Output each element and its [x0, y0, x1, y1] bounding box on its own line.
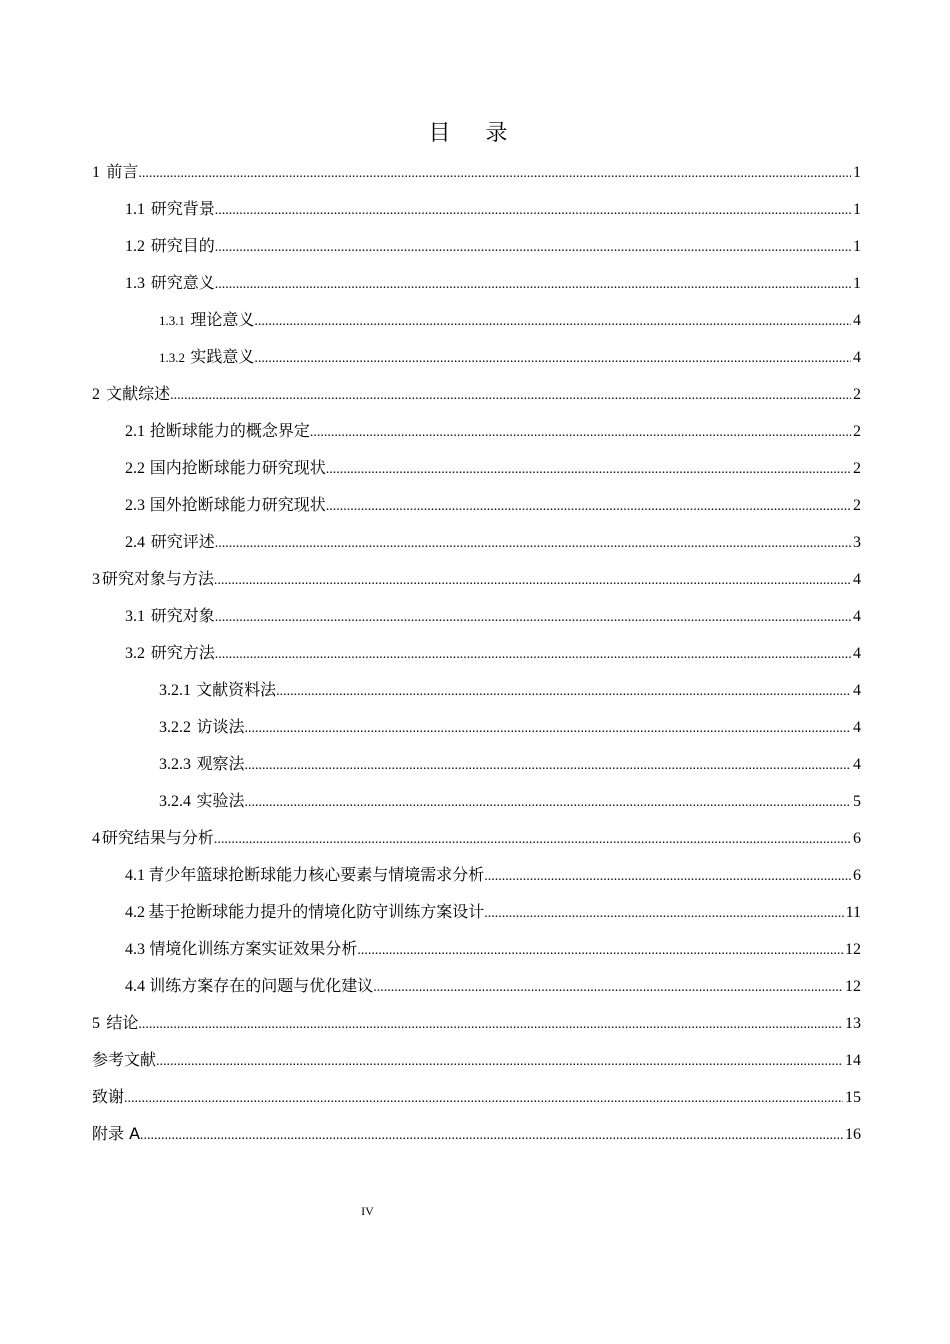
toc-entry-number: 5 [92, 1015, 100, 1032]
table-of-contents [92, 153, 861, 1152]
toc-dot-leader [215, 190, 851, 227]
toc-entry-number: 4.2 [125, 904, 145, 921]
toc-entry-page: 4 [853, 349, 861, 366]
toc-entry-label: 致谢 [92, 1087, 125, 1106]
toc-dot-leader [124, 1078, 843, 1115]
toc-entry-number: 4.3 [125, 941, 145, 958]
toc-dot-leader [214, 560, 851, 597]
toc-dot-leader [276, 671, 851, 708]
toc-dot-leader [357, 930, 843, 967]
toc-entry[interactable] [92, 634, 861, 671]
toc-entry-page: 12 [845, 941, 861, 958]
toc-entry-label: 抢断球能力的概念界定 [149, 421, 310, 440]
toc-entry-page: 1 [853, 164, 861, 181]
toc-entry-page: 4 [853, 719, 861, 736]
toc-entry-label: 研究评述 [150, 532, 215, 551]
toc-entry-number: 2 [92, 386, 100, 403]
toc-entry-label: 训练方案存在的问题与优化建议 [149, 976, 374, 995]
toc-entry-label: 研究对象 [150, 606, 215, 625]
toc-entry-page: 12 [845, 978, 861, 995]
toc-entry-label: 研究目的 [150, 236, 215, 255]
toc-dot-leader [254, 338, 851, 375]
toc-entry-number: 4 [92, 830, 100, 847]
toc-entry-page: 1 [853, 201, 861, 218]
toc-entry-page: 2 [853, 460, 861, 477]
toc-entry-number: 2.3 [125, 497, 145, 514]
toc-entry[interactable] [92, 745, 861, 782]
toc-entry[interactable] [92, 301, 861, 338]
toc-dot-leader [484, 893, 843, 930]
toc-entry[interactable] [92, 671, 861, 708]
toc-entry-label: 研究方法 [150, 643, 215, 662]
toc-entry-number: 1.3.2 [159, 350, 185, 365]
toc-dot-leader [215, 264, 851, 301]
toc-entry-number: 2.2 [125, 460, 145, 477]
toc-entry-label: 访谈法 [196, 717, 245, 736]
toc-entry-number: 3.2.3 [159, 756, 191, 773]
toc-entry[interactable] [92, 1115, 861, 1152]
toc-dot-leader [170, 375, 851, 412]
toc-entry-number: 1.3.1 [159, 313, 185, 328]
toc-entry-label: 实验法 [196, 791, 245, 810]
toc-entry-page: 6 [853, 867, 861, 884]
toc-entry-number: 1 [92, 164, 100, 181]
toc-entry-number: 2.1 [125, 423, 145, 440]
toc-entry[interactable] [92, 1041, 861, 1078]
toc-entry-page: 1 [853, 275, 861, 292]
toc-entry-label: 实践意义 [190, 347, 255, 366]
toc-entry-page: 2 [853, 386, 861, 403]
toc-entry[interactable] [92, 1078, 861, 1115]
toc-entry-number: 3.2.4 [159, 793, 191, 810]
toc-dot-leader [156, 1041, 843, 1078]
toc-dot-leader [310, 412, 851, 449]
toc-entry[interactable] [92, 449, 861, 486]
toc-dot-leader [254, 301, 851, 338]
toc-entry[interactable] [92, 486, 861, 523]
toc-entry-number: 2.4 [125, 534, 145, 551]
toc-entry[interactable] [92, 967, 861, 1004]
toc-entry-page: 13 [845, 1015, 861, 1032]
toc-entry-label: 参考文献 [92, 1050, 157, 1069]
toc-entry-number: 3.2 [125, 645, 145, 662]
toc-dot-leader [215, 597, 851, 634]
toc-entry-label: 文献综述 [106, 384, 171, 403]
toc-entry-number: 3.2.1 [159, 682, 191, 699]
toc-dot-leader [214, 819, 851, 856]
toc-entry[interactable] [92, 190, 861, 227]
toc-entry[interactable] [92, 375, 861, 412]
toc-entry[interactable] [92, 227, 861, 264]
toc-entry-label: 研究对象与方法 [101, 569, 214, 588]
toc-entry[interactable] [92, 782, 861, 819]
toc-entry-page: 14 [845, 1052, 861, 1069]
toc-entry-label: 附录 A [92, 1124, 141, 1143]
toc-entry-page: 2 [853, 497, 861, 514]
toc-entry-label: 结论 [106, 1013, 139, 1032]
toc-dot-leader [138, 153, 851, 190]
toc-entry[interactable] [92, 523, 861, 560]
toc-entry-page: 4 [853, 571, 861, 588]
toc-entry-label: 国外抢断球能力研究现状 [149, 495, 326, 514]
toc-entry-label: 文献资料法 [196, 680, 277, 699]
toc-entry-page: 2 [853, 423, 861, 440]
toc-dot-leader [138, 1004, 843, 1041]
toc-entry-number: 3 [92, 571, 100, 588]
toc-dot-leader [244, 708, 851, 745]
toc-entry[interactable] [92, 560, 861, 597]
toc-entry-page: 4 [853, 312, 861, 329]
toc-entry-label: 理论意义 [190, 310, 255, 329]
toc-entry[interactable] [92, 708, 861, 745]
toc-entry-label: 研究结果与分析 [101, 828, 214, 847]
toc-entry-page: 5 [853, 793, 861, 810]
toc-entry-page: 3 [853, 534, 861, 551]
toc-dot-leader [373, 967, 843, 1004]
toc-dot-leader [215, 634, 851, 671]
toc-entry[interactable] [92, 1004, 861, 1041]
toc-entry-label: 观察法 [196, 754, 245, 773]
toc-entry-label: 研究背景 [150, 199, 215, 218]
toc-entry-number: 4.4 [125, 978, 145, 995]
toc-dot-leader [326, 486, 851, 523]
toc-entry-label: 青少年篮球抢断球能力核心要素与情境需求分析 [148, 865, 485, 884]
toc-dot-leader [326, 449, 851, 486]
toc-entry-page: 16 [845, 1126, 861, 1143]
toc-entry-label: 国内抢断球能力研究现状 [149, 458, 326, 477]
toc-dot-leader [244, 745, 851, 782]
toc-entry-label: 情境化训练方案实证效果分析 [149, 939, 358, 958]
toc-entry[interactable] [92, 338, 861, 375]
toc-entry-label: 基于抢断球能力提升的情境化防守训练方案设计 [148, 902, 485, 921]
toc-entry-page: 4 [853, 756, 861, 773]
toc-entry-number: 1.2 [125, 238, 145, 255]
toc-entry[interactable] [92, 930, 861, 967]
toc-entry[interactable] [92, 819, 861, 856]
toc-entry-number: 4.1 [125, 867, 145, 884]
toc-dot-leader [244, 782, 851, 819]
toc-entry-page: 15 [845, 1089, 861, 1106]
toc-entry[interactable] [92, 153, 861, 190]
toc-dot-leader [215, 227, 851, 264]
toc-dot-leader [140, 1115, 843, 1152]
toc-entry-page: 4 [853, 645, 861, 662]
toc-entry-page: 11 [845, 904, 861, 921]
toc-entry-number: 3.2.2 [159, 719, 191, 736]
toc-entry[interactable] [92, 856, 861, 893]
toc-dot-leader [215, 523, 851, 560]
toc-entry-page: 4 [853, 682, 861, 699]
toc-dot-leader [484, 856, 851, 893]
toc-entry-label: 前言 [106, 162, 139, 181]
toc-entry[interactable] [92, 264, 861, 301]
page-number: IV [361, 1204, 374, 1218]
toc-entry[interactable] [92, 893, 861, 930]
toc-entry[interactable] [92, 412, 861, 449]
toc-title: 目 录 [428, 121, 522, 146]
toc-entry-label: 研究意义 [150, 273, 215, 292]
toc-entry[interactable] [92, 597, 861, 634]
toc-entry-page: 1 [853, 238, 861, 255]
toc-entry-number: 3.1 [125, 608, 145, 625]
toc-entry-number: 1.3 [125, 275, 145, 292]
toc-entry-page: 4 [853, 608, 861, 625]
toc-entry-number: 1.1 [125, 201, 145, 218]
toc-entry-page: 6 [853, 830, 861, 847]
